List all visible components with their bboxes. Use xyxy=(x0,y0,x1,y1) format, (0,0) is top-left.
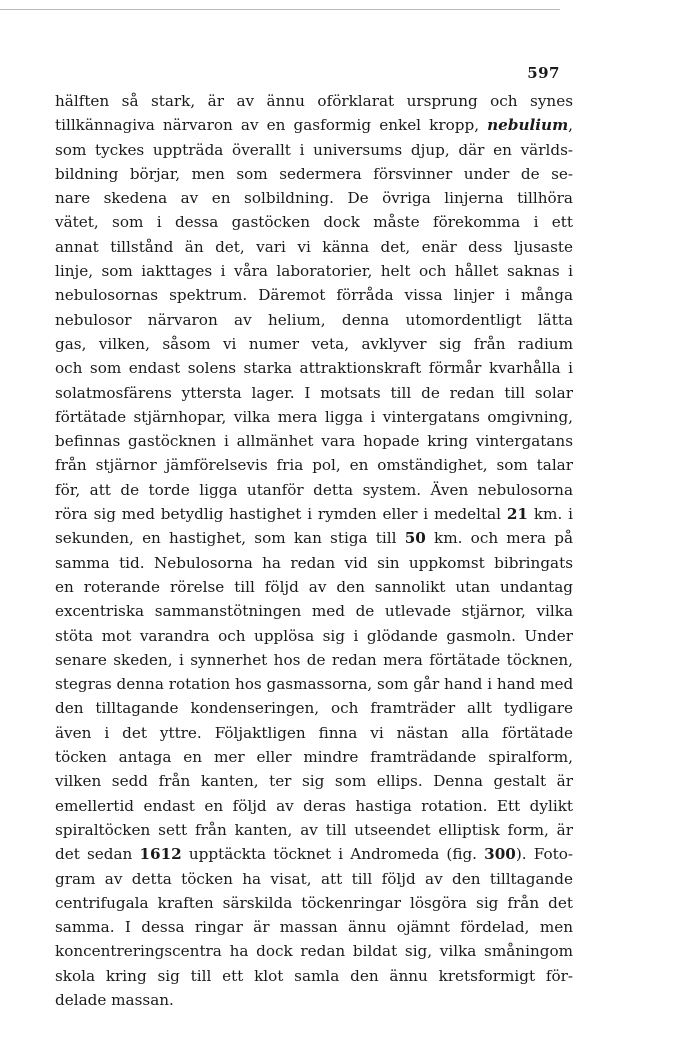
text-line: skola kring sig till ett klot samla den ännu kretsformigt för- xyxy=(55,966,573,985)
text-line: gram av detta töcken ha visat, att till följd av den tilltagande xyxy=(55,869,573,888)
text-line: nebulosornas spektrum. Däremot förråda vissa linjer i många xyxy=(55,286,573,305)
text-line: emellertid endast en följd av deras hastiga rotation. Ett dylikt xyxy=(55,796,573,815)
text-line: delade massan. xyxy=(55,990,174,1009)
text-line: och som endast solens starka attraktionskraft förmår kvarhålla i xyxy=(55,359,573,378)
text-line: även i det yttre. Följaktligen finna vi nästan alla förtätade xyxy=(55,723,573,742)
text-line: vilken sedd från kanten, ter sig som ellips. Denna gestalt är xyxy=(55,772,573,791)
body-text xyxy=(55,89,573,1012)
text-line: tillkännagiva närvaron av en gasformig enkel kropp, nebulium, xyxy=(55,116,573,135)
text-line: töcken antaga en mer eller mindre framträdande spiralform, xyxy=(55,748,573,767)
text-line: stöta mot varandra och upplösa sig i glödande gasmoln. Under xyxy=(55,626,573,645)
text-line: hälften så stark, är av ännu oförklarat ursprung och synes xyxy=(55,92,573,110)
text-line: gas, vilken, såsom vi numer veta, avklyver sig från radium xyxy=(55,334,573,353)
text-line: röra sig med betydlig hastighet i rymden eller i medeltal 21 km. i xyxy=(55,505,573,524)
text-line: en roterande rörelse till följd av den sannolikt utan undantag xyxy=(55,577,573,596)
text-line: befinnas gastöcknen i allmänhet vara hopade kring vintergatans xyxy=(55,432,573,451)
text-line: den tilltagande kondenseringen, och framträder allt tydligare xyxy=(55,699,573,718)
text-line: centrifugala kraften särskilda töckenringar lösgöra sig från det xyxy=(55,893,573,912)
text-line: det sedan 1612 upptäckta töcknet i Andromeda (fig. 300). Foto- xyxy=(55,845,573,864)
text-line: som tyckes uppträda överallt i universums djup, där en världs- xyxy=(55,140,573,159)
text-line: från stjärnor jämförelsevis fria pol, en omständighet, som talar xyxy=(55,456,573,475)
emphasis: nebulium xyxy=(487,116,569,135)
top-rule xyxy=(0,9,560,10)
number: 50 xyxy=(404,529,426,548)
number: 1612 xyxy=(139,845,182,864)
text-line: sekunden, en hastighet, som kan stiga till 50 km. och mera på xyxy=(55,529,573,548)
text-line: samma. I dessa ringar är massan ännu ojämnt fördelad, men xyxy=(55,918,573,937)
text-line: nare skedena av en solbildning. De övriga linjerna tillhöra xyxy=(55,189,573,208)
text-line: vätet, som i dessa gastöcken dock måste förekomma i ett xyxy=(55,213,573,232)
text-line: excentriska sammanstötningen med de utlevade stjärnor, vilka xyxy=(55,602,573,621)
number: 21 xyxy=(506,505,528,524)
number: 300 xyxy=(484,845,516,864)
page-number: 597 xyxy=(527,64,560,82)
text-line: linje, som iakttages i våra laboratorier, helt och hållet saknas i xyxy=(55,262,573,281)
text-line: senare skeden, i synnerhet hos de redan mera förtätade töcknen, xyxy=(55,650,573,669)
text-line: solatmosfärens yttersta lager. I motsats till de redan till solar xyxy=(55,383,573,402)
text-line: spiraltöcken sett från kanten, av till utseendet elliptisk form, är xyxy=(55,820,573,839)
text-line: koncentreringscentra ha dock redan bildat sig, vilka småningom xyxy=(55,942,573,961)
text-line: för, att de torde ligga utanför detta system. Även nebulosorna xyxy=(55,480,573,499)
text-line: bildning börjar, men som sedermera försvinner under de se- xyxy=(55,164,573,183)
text-line: annat tillstånd än det, vari vi känna det, enär dess ljusaste xyxy=(55,237,573,256)
text-line: stegras denna rotation hos gasmassorna, som går hand i hand med xyxy=(55,675,574,694)
text-line: förtätade stjärnhopar, vilka mera ligga i vintergatans omgivning, xyxy=(55,407,573,426)
text-line: nebulosor närvaron av helium, denna utomordentligt lätta xyxy=(55,310,573,329)
text-line: samma tid. Nebulosorna ha redan vid sin uppkomst bibringats xyxy=(55,553,573,572)
